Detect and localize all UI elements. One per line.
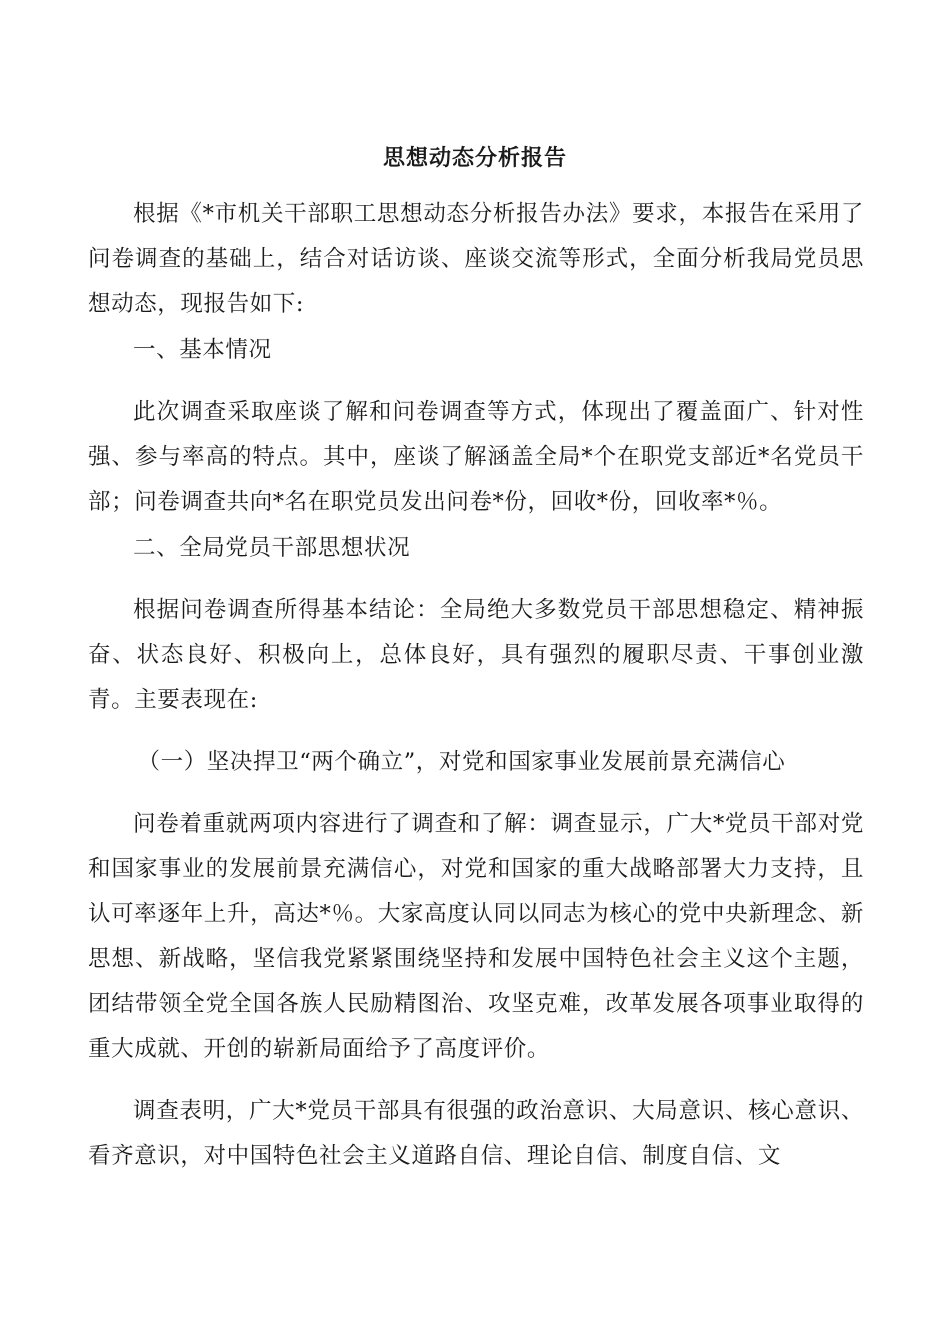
section-heading-basic-situation: 一、基本情况	[133, 337, 272, 363]
document-title: 思想动态分析报告	[382, 145, 567, 171]
section-heading-thinking-status: 二、全局党员干部思想状况	[133, 535, 411, 561]
thinking-status-paragraph: 根据问卷调查所得基本结论：全局绝大多数党员干部思想稳定、精神振奋、状态良好、积极向上，总体良好，具有强烈的履职尽责、干事创业激青。主要表现在:	[88, 597, 864, 713]
document-body	[88, 192, 864, 1179]
survey-result-paragraph: 调查表明，广大*党员干部具有很强的政治意识、大局意识、核心意识、看齐意识，对中国特色社会主义道路自信、理论自信、制度自信、文	[88, 1098, 864, 1169]
survey-paragraph: 问卷着重就两项内容进行了调查和了解：调查显示，广大*党员干部对党和国家事业的发展前景充满信心，对党和国家的重大战略部署大力支持，且认可率逐年上升，高达*％。大家高度认同以同志为核心的党中央新理念、新思想、新战略，坚信我党紧紧围绕坚持和发展中国特色社会主义这个主题，团结带领全党全国各族人民励精图治、攻坚克难，改革发展各项事业取得的重大成就、开创的崭新局面给予了高度评价。	[88, 811, 864, 1062]
subsection-heading-1: （一）坚决捍卫“两个确立”，对党和国家事业发展前景充满信心	[137, 749, 786, 775]
basic-situation-paragraph: 此次调查采取座谈了解和问卷调查等方式，体现出了覆盖面广、针对性强、参与率高的特点。其中，座谈了解涵盖全局*个在职党支部近*名党员干部；问卷调查共向*名在职党员发出问卷*份，回收*份，回收率*％。	[88, 399, 864, 515]
intro-paragraph: 根据《*市机关干部职工思想动态分析报告办法》要求，本报告在采用了问卷调查的基础上，结合对话访谈、座谈交流等形式，全面分析我局党员思想动态，现报告如下:	[88, 201, 864, 317]
